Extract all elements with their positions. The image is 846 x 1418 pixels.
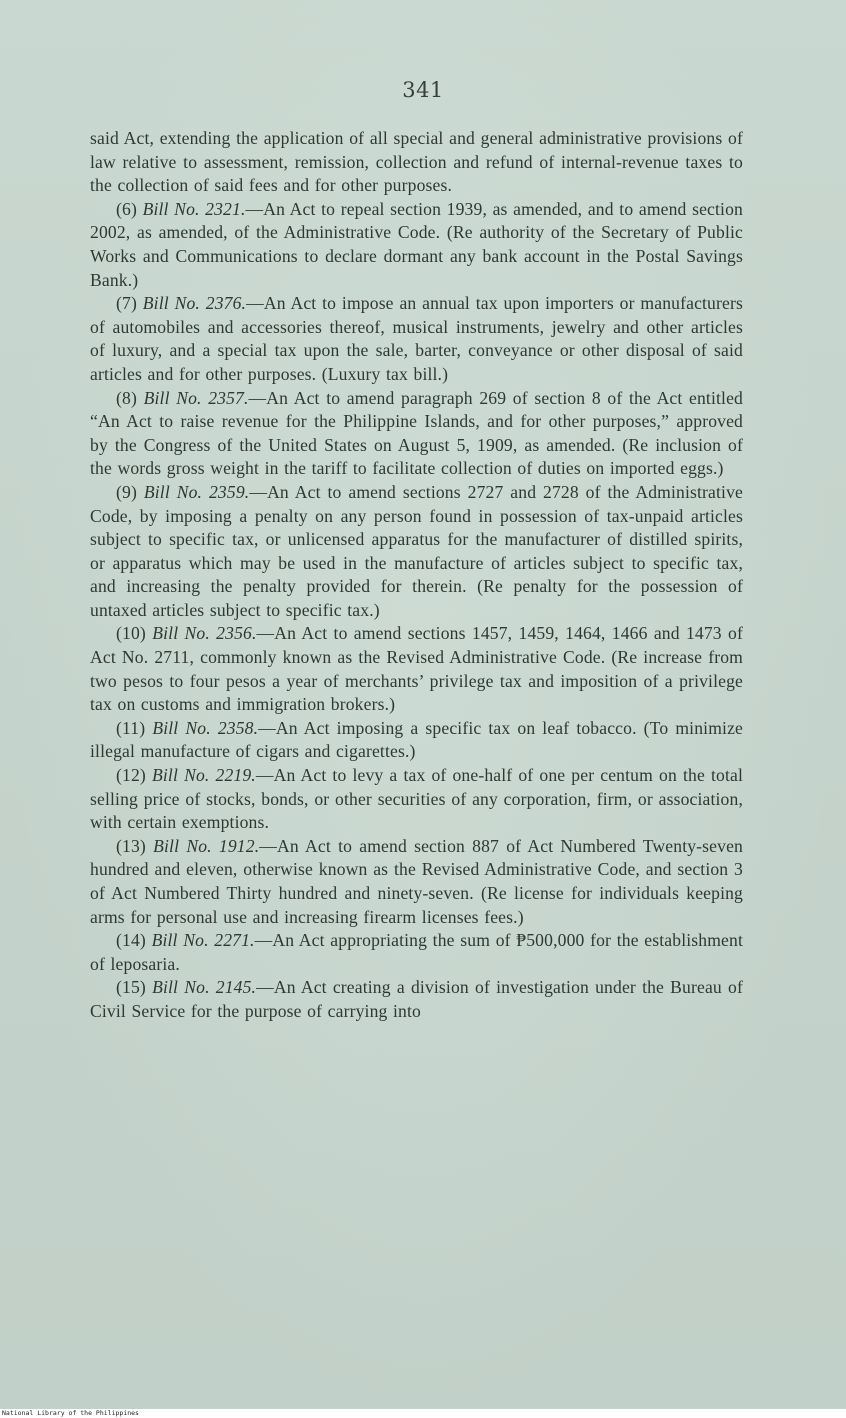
bill-item	[90, 717, 743, 764]
bill-number: (13)	[116, 835, 146, 856]
bill-number: (10)	[116, 623, 146, 644]
bill-reference: Bill No. 2358.	[152, 717, 259, 738]
footer-credit: National Library of the Philippines	[2, 1409, 139, 1417]
bill-number: (11)	[116, 717, 146, 738]
bill-description: —An Act creating a division of investigation under the Bureau of Civil Service for the purpose of carrying into	[90, 977, 743, 1021]
bill-item	[90, 929, 743, 976]
bill-number: (15)	[116, 977, 146, 998]
bill-reference: Bill No. 2376.	[142, 293, 247, 314]
bill-description: —An Act to levy a tax of one-half of one per centum on the total selling price of stocks, bonds, or other securities of any corporation, firm, or association, with certain exemptions.	[90, 765, 743, 833]
bill-description: —An Act imposing a specific tax on leaf tobacco. (To minimize illegal manufacture of cigars and cigarettes.)	[90, 717, 743, 762]
bill-description: —An Act to amend sections 2727 and 2728 of the Administrative Code, by imposing a penalty on any person found in possession of tax-unpaid articles subject to specific tax, or unlicensed apparatus for the manufacturer of distilled spirits, or apparatus which may be used in the manufacture of articles subject to specific tax, and increasing the penalty provided for therein. (Re penalty for the possession of untaxed articles subject to specific tax.)	[90, 481, 743, 620]
bill-description: —An Act to amend paragraph 269 of section 8 of the Act entitled “An Act to raise revenue for the Philippine Islands, and for other purposes,” approved by the Congress of the United States on August 5, 1909, as amended. (Re inclusion of the words gross weight in the tariff to facilitate collection of duties on imported eggs.)	[90, 387, 743, 479]
bill-number: (8)	[116, 387, 137, 408]
bill-item	[90, 622, 743, 716]
bill-description: —An Act to impose an annual tax upon importers or manufacturers of automobiles and accessories thereof, musical instruments, jewelry and other articles of luxury, and a special tax upon the sale, barter, conveyance or other disposal of said articles and for other purposes. (Luxury tax bill.)	[90, 293, 743, 384]
bill-number: (9)	[116, 481, 137, 502]
bill-item	[90, 387, 743, 481]
bill-item	[90, 764, 743, 835]
bill-item	[90, 481, 743, 623]
bill-item	[90, 292, 743, 386]
bill-reference: Bill No. 2219.	[152, 765, 256, 786]
bill-reference: Bill No. 2145.	[152, 977, 257, 998]
bill-description: —An Act to amend section 887 of Act Numbered Twenty-seven hundred and eleven, otherwise known as the Revised Administrative Code, and section 3 of Act Numbered Thirty hundred and ninety-seven. (Re license for individuals keeping arms for personal use and increasing firearm licenses fees.)	[90, 835, 743, 927]
bill-reference: Bill No. 2357.	[143, 387, 249, 408]
bill-item	[90, 835, 743, 929]
bill-item	[90, 976, 743, 1023]
bill-description: —An Act appropriating the sum of ₱500,000 for the establishment of leposaria.	[90, 930, 743, 974]
page-number: 341	[402, 78, 444, 102]
document-body	[90, 127, 743, 1024]
bill-reference: Bill No. 1912.	[153, 835, 260, 856]
bill-number: (14)	[116, 930, 146, 951]
bill-number: (6)	[116, 198, 137, 219]
bill-reference: Bill No. 2271.	[151, 930, 255, 951]
bill-reference: Bill No. 2356.	[152, 623, 257, 644]
opening-paragraph: said Act, extending the application of all special and general administrative provisions of law relative to assessment, remission, collection and refund of internal-revenue taxes to the collection of said fees and for other purposes.	[90, 128, 743, 196]
bill-number: (7)	[116, 293, 137, 314]
bill-number: (12)	[116, 765, 146, 786]
bill-reference: Bill No. 2359.	[143, 481, 250, 502]
bill-description: —An Act to repeal section 1939, as amended, and to amend section 2002, as amended, of the Administrative Code. (Re authority of the Secretary of Public Works and Communications to declare dormant any bank account in the Postal Savings Bank.)	[90, 198, 743, 290]
bill-description: —An Act to amend sections 1457, 1459, 1464, 1466 and 1473 of Act No. 2711, commonly known as the Revised Administrative Code. (Re increase from two pesos to four pesos a year of merchants’ privilege tax and imposition of a privilege tax on customs and immigration brokers.)	[90, 623, 743, 715]
bill-item	[90, 198, 743, 292]
bill-reference: Bill No. 2321.	[142, 198, 246, 219]
